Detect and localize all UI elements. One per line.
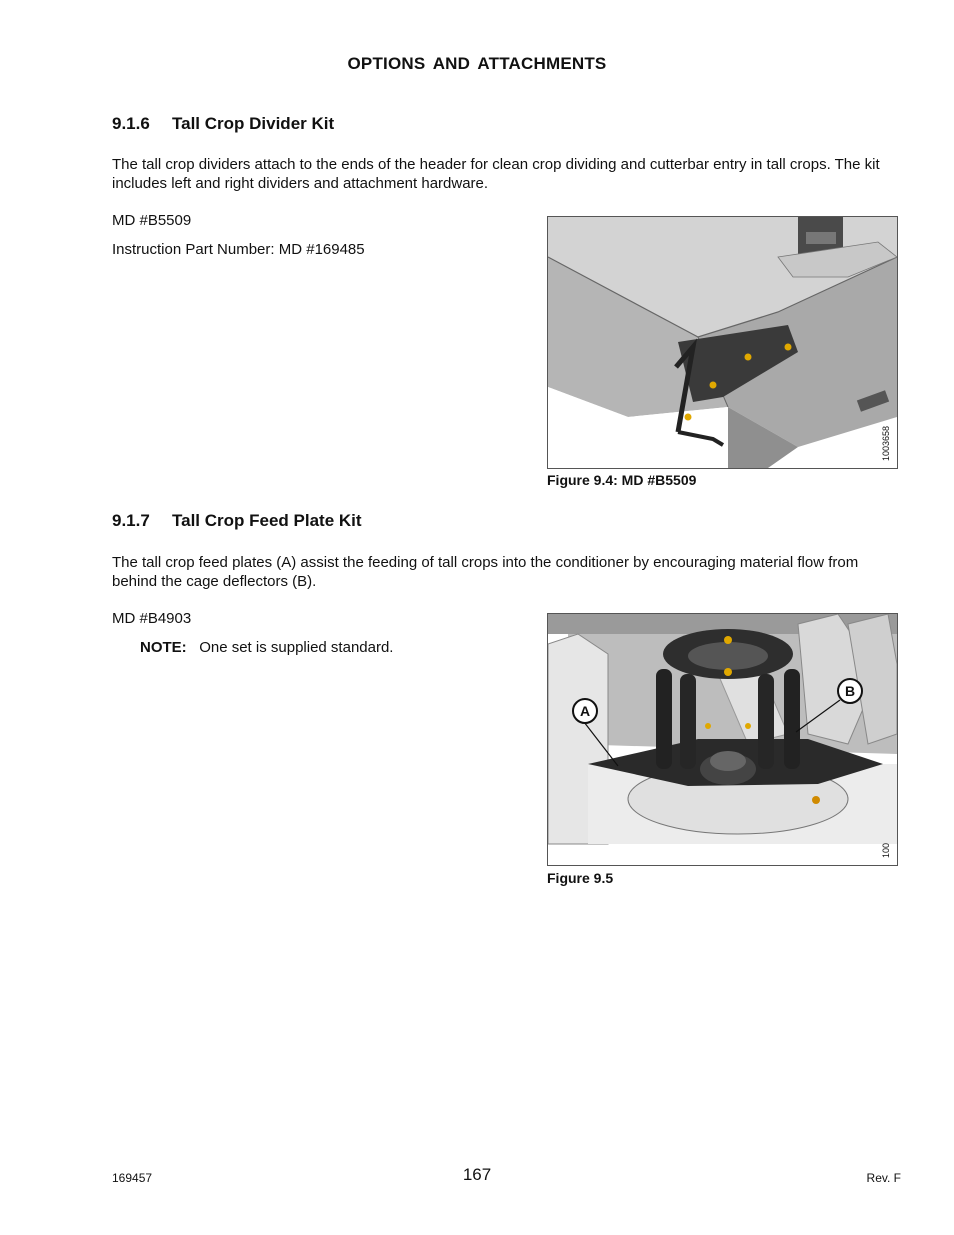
section-number: 9.1.6	[112, 114, 150, 133]
figure-caption: Figure 9.5	[547, 870, 614, 886]
section-body: The tall crop dividers attach to the ends of the header for clean crop dividing and cutterbar entry in tall crops. The kit includes left and right dividers and attachment hardware.	[112, 156, 880, 192]
section-heading-feed-plate-kit	[112, 511, 362, 531]
part-number: MD #B4903	[112, 610, 192, 627]
callout-a: A	[572, 698, 598, 724]
figure-divider-kit-image	[547, 216, 898, 469]
figure-image-id: 1003658	[881, 425, 891, 461]
note-label: NOTE:	[140, 639, 187, 656]
callout-b: B	[837, 678, 863, 704]
doc-number: 169457	[112, 1171, 153, 1185]
part-number: MD #B5509	[112, 212, 192, 229]
note	[140, 638, 393, 657]
section-heading-divider-kit	[112, 114, 334, 134]
page-header: OPTIONS AND ATTACHMENTS	[347, 54, 607, 73]
instruction-part-number: Instruction Part Number: MD #169485	[112, 241, 365, 258]
revision: Rev. F	[866, 1171, 901, 1185]
page-number: 167	[462, 1165, 492, 1184]
figure-caption: Figure 9.4: MD #B5509	[547, 472, 697, 488]
section-number: 9.1.7	[112, 511, 150, 530]
section-title: Tall Crop Feed Plate Kit	[172, 511, 362, 530]
figure-image-id: 100	[881, 842, 891, 858]
section-body: The tall crop feed plates (A) assist the feeding of tall crops into the conditioner by encouraging material flow from behind the cage deflectors (B).	[112, 554, 859, 590]
section-title: Tall Crop Divider Kit	[172, 114, 335, 133]
figure-feed-plate-image	[547, 613, 898, 866]
note-text: One set is supplied standard.	[199, 639, 394, 656]
